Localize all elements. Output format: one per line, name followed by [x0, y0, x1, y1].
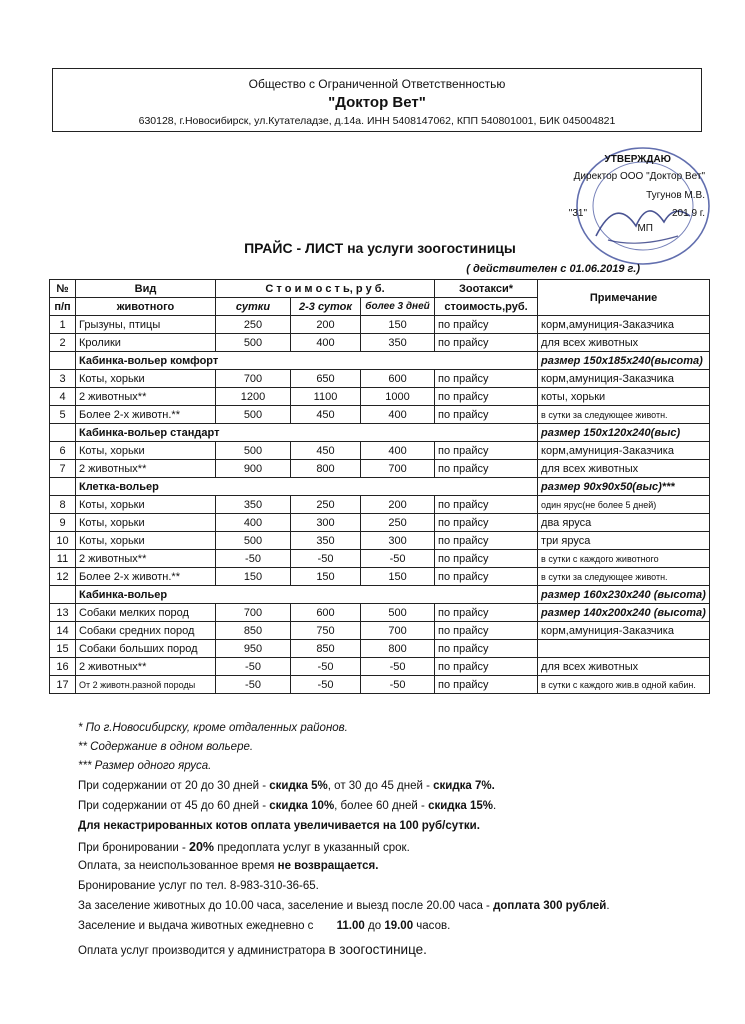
row-price-day: 950: [216, 640, 291, 658]
row-note: корм,амуниция-Заказчика: [538, 442, 710, 460]
header-kind-sub: животного: [76, 298, 216, 316]
row-note: корм,амуниция-Заказчика: [538, 370, 710, 388]
row-taxi-price: по прайсу: [435, 532, 538, 550]
header-num-sub: п/п: [50, 298, 76, 316]
hours-to: 19.00: [384, 920, 414, 932]
row-animal-kind: Собаки средних пород: [76, 622, 216, 640]
hours-text: Заселение и выдача животных ежедневно с: [78, 920, 314, 932]
row-price-2-3-days: 750: [291, 622, 361, 640]
row-price-day: 500: [216, 532, 291, 550]
uncastrated-cats-note: Для некастрированных котов оплата увеличивается на 100 руб/сутки.: [78, 820, 480, 832]
late-fee: доплата 300 рублей: [493, 900, 607, 912]
row-note: в сутки с каждого животного: [538, 550, 710, 568]
section-num-cell: [50, 586, 76, 604]
row-number: 17: [50, 676, 76, 694]
row-note: один ярус(не более 5 дней): [538, 496, 710, 514]
discount-1-text-mid: , от 30 до 45 дней -: [327, 780, 434, 792]
row-animal-kind: 2 животных**: [76, 460, 216, 478]
row-number: 1: [50, 316, 76, 334]
table-row: [50, 622, 710, 640]
row-taxi-price: по прайсу: [435, 658, 538, 676]
table-row: [50, 532, 710, 550]
row-price-2-3-days: 450: [291, 442, 361, 460]
row-note: корм,амуниция-Заказчика: [538, 316, 710, 334]
row-taxi-price: по прайсу: [435, 640, 538, 658]
row-price-day: 700: [216, 370, 291, 388]
row-taxi-price: по прайсу: [435, 370, 538, 388]
row-price-day: -50: [216, 676, 291, 694]
row-number: 8: [50, 496, 76, 514]
footnote-shared: ** Содержание в одном вольере.: [78, 741, 254, 753]
section-row: [50, 478, 710, 496]
row-price-2-3-days: 650: [291, 370, 361, 388]
row-animal-kind: От 2 животн.разной породы: [76, 676, 216, 694]
row-number: 14: [50, 622, 76, 640]
row-price-2-3-days: 1100: [291, 388, 361, 406]
row-number: 12: [50, 568, 76, 586]
table-row: [50, 406, 710, 424]
section-title: Кабинка-вольер стандарт: [76, 424, 538, 442]
row-taxi-price: по прайсу: [435, 496, 538, 514]
section-num-cell: [50, 424, 76, 442]
price-table: [49, 279, 710, 694]
discount-line-2: [78, 800, 496, 812]
row-note: корм,амуниция-Заказчика: [538, 622, 710, 640]
row-number: 7: [50, 460, 76, 478]
row-number: 11: [50, 550, 76, 568]
late-text: За заселение животных до 10.00 часа, заселение и выезд после 20.00 часа -: [78, 900, 494, 912]
row-animal-kind: Коты, хорьки: [76, 514, 216, 532]
row-number: 9: [50, 514, 76, 532]
section-size: размер 90х90х50(выс)***: [538, 478, 710, 496]
hours-to-word: до: [368, 920, 382, 932]
late-checkin-note: [78, 900, 610, 912]
row-price-2-3-days: 350: [291, 532, 361, 550]
row-animal-kind: Коты, хорьки: [76, 370, 216, 388]
row-note: коты, хорьки: [538, 388, 710, 406]
row-price-day: 400: [216, 514, 291, 532]
row-animal-kind: Более 2-х животн.**: [76, 406, 216, 424]
approval-director: Директор ООО "Доктор Вет": [573, 171, 705, 182]
row-number: 16: [50, 658, 76, 676]
row-taxi-price: по прайсу: [435, 316, 538, 334]
discount-2-text-mid: , более 60 дней -: [334, 800, 429, 812]
row-number: 4: [50, 388, 76, 406]
row-animal-kind: Коты, хорьки: [76, 532, 216, 550]
header-num: №: [50, 280, 76, 298]
row-number: 6: [50, 442, 76, 460]
company-header: [52, 68, 702, 132]
row-price-2-3-days: 150: [291, 568, 361, 586]
row-number: 3: [50, 370, 76, 388]
refund-bold: не возвращается.: [277, 860, 379, 872]
row-price-more-3-days: 300: [361, 532, 435, 550]
header-taxi-sub: стоимость,руб.: [435, 298, 538, 316]
section-size: размер 160х230х240 (высота): [538, 586, 710, 604]
row-animal-kind: 2 животных**: [76, 388, 216, 406]
hours-from: 11.00: [336, 920, 365, 932]
footnote-tier: *** Размер одного яруса.: [78, 760, 212, 772]
footnote-taxi: * По г.Новосибирску, кроме отдаленных районов.: [78, 722, 348, 734]
table-row: [50, 550, 710, 568]
section-title: Кабинка-вольер: [76, 586, 538, 604]
discount-2-text: При содержании от 45 до 60 дней -: [78, 800, 270, 812]
row-animal-kind: 2 животных**: [76, 658, 216, 676]
row-taxi-price: по прайсу: [435, 568, 538, 586]
booking-note: [78, 840, 410, 854]
section-row: [50, 586, 710, 604]
row-price-day: 1200: [216, 388, 291, 406]
row-note: для всех животных: [538, 658, 710, 676]
phone-note: Бронирование услуг по тел. 8-983-310-36-65.: [78, 880, 319, 892]
header-kind: Вид: [76, 280, 216, 298]
row-number: 13: [50, 604, 76, 622]
table-row: [50, 316, 710, 334]
row-price-day: -50: [216, 658, 291, 676]
row-price-more-3-days: 200: [361, 496, 435, 514]
discount-15: скидка 15%: [428, 800, 493, 812]
discount-10: скидка 10%: [269, 800, 335, 812]
approval-name: Тугунов М.В.: [646, 190, 705, 201]
row-price-2-3-days: 600: [291, 604, 361, 622]
row-price-more-3-days: 700: [361, 622, 435, 640]
row-taxi-price: по прайсу: [435, 550, 538, 568]
header-more-3: более 3 дней: [361, 298, 435, 316]
row-number: 5: [50, 406, 76, 424]
discount-line-1: [78, 780, 495, 792]
discount-5: скидка 5%: [269, 780, 328, 792]
section-size: размер 150х120х240(выс): [538, 424, 710, 442]
row-price-day: -50: [216, 550, 291, 568]
row-price-2-3-days: -50: [291, 676, 361, 694]
row-price-2-3-days: 300: [291, 514, 361, 532]
row-price-more-3-days: 400: [361, 442, 435, 460]
table-row: [50, 388, 710, 406]
row-price-2-3-days: 450: [291, 406, 361, 424]
row-taxi-price: по прайсу: [435, 460, 538, 478]
price-table-body: [50, 316, 710, 694]
row-price-more-3-days: 350: [361, 334, 435, 352]
price-table-header: [50, 280, 710, 316]
row-price-2-3-days: -50: [291, 550, 361, 568]
table-row: [50, 460, 710, 478]
row-price-more-3-days: 150: [361, 568, 435, 586]
row-price-2-3-days: -50: [291, 658, 361, 676]
row-price-day: 150: [216, 568, 291, 586]
table-row: [50, 640, 710, 658]
row-price-more-3-days: 1000: [361, 388, 435, 406]
table-row: [50, 568, 710, 586]
refund-text: Оплата, за неиспользованное время: [78, 860, 278, 872]
row-price-more-3-days: -50: [361, 550, 435, 568]
header-taxi: Зоотакси*: [435, 280, 538, 298]
hours-note: [78, 920, 450, 932]
section-size: размер 150х185х240(высота): [538, 352, 710, 370]
header-note: Примечание: [538, 280, 710, 316]
section-title: Кабинка-вольер комфорт: [76, 352, 538, 370]
row-price-more-3-days: 800: [361, 640, 435, 658]
validity-date: ( действителен с 01.06.2019 г.): [466, 263, 640, 275]
header-day: сутки: [216, 298, 291, 316]
row-price-day: 850: [216, 622, 291, 640]
row-animal-kind: Кролики: [76, 334, 216, 352]
section-title: Клетка-вольер: [76, 478, 538, 496]
row-price-day: 500: [216, 442, 291, 460]
row-number: 10: [50, 532, 76, 550]
row-number: 15: [50, 640, 76, 658]
row-taxi-price: по прайсу: [435, 514, 538, 532]
discount-7: скидка 7%.: [433, 780, 495, 792]
row-note: размер 140х200х240 (высота): [538, 604, 710, 622]
payment-place-hotel: в зоогостинице.: [328, 942, 427, 957]
row-price-more-3-days: 400: [361, 406, 435, 424]
refund-note: [78, 860, 378, 872]
row-price-2-3-days: 400: [291, 334, 361, 352]
section-num-cell: [50, 352, 76, 370]
hours-unit: часов.: [416, 920, 451, 932]
discount-1-text: При содержании от 20 до 30 дней -: [78, 780, 270, 792]
row-price-more-3-days: 500: [361, 604, 435, 622]
row-price-day: 250: [216, 316, 291, 334]
row-note: в сутки с каждого жив.в одной кабин.: [538, 676, 710, 694]
row-number: 2: [50, 334, 76, 352]
table-row: [50, 514, 710, 532]
booking-percent: 20%: [189, 840, 215, 854]
row-taxi-price: по прайсу: [435, 622, 538, 640]
header-days-2-3: 2-3 суток: [291, 298, 361, 316]
table-row: [50, 676, 710, 694]
table-row: [50, 370, 710, 388]
header-cost: С т о и м о с т ь, р у б.: [216, 280, 435, 298]
row-taxi-price: по прайсу: [435, 334, 538, 352]
row-animal-kind: Грызуны, птицы: [76, 316, 216, 334]
row-price-2-3-days: 850: [291, 640, 361, 658]
company-details: 630128, г.Новосибирск, ул.Кутателадзе, д.14а. ИНН 5408147062, КПП 540801001, БИК 045004821: [138, 115, 616, 127]
table-row: [50, 442, 710, 460]
row-animal-kind: Собаки мелких пород: [76, 604, 216, 622]
row-price-more-3-days: 600: [361, 370, 435, 388]
discount-2-end: .: [492, 800, 497, 812]
row-price-2-3-days: 250: [291, 496, 361, 514]
table-row: [50, 334, 710, 352]
row-price-day: 500: [216, 406, 291, 424]
row-price-day: 350: [216, 496, 291, 514]
section-row: [50, 424, 710, 442]
approval-year: 201 9 г.: [671, 208, 705, 219]
row-price-day: 700: [216, 604, 291, 622]
row-note: [538, 640, 710, 658]
row-taxi-price: по прайсу: [435, 604, 538, 622]
row-price-2-3-days: 200: [291, 316, 361, 334]
row-note: для всех животных: [538, 460, 710, 478]
row-animal-kind: Коты, хорьки: [76, 496, 216, 514]
row-note: два яруса: [538, 514, 710, 532]
row-price-day: 900: [216, 460, 291, 478]
document-title: ПРАЙС - ЛИСТ на услуги зоогостиницы: [244, 240, 516, 256]
table-row: [50, 658, 710, 676]
row-price-more-3-days: 150: [361, 316, 435, 334]
row-taxi-price: по прайсу: [435, 406, 538, 424]
row-note: для всех животных: [538, 334, 710, 352]
row-taxi-price: по прайсу: [435, 676, 538, 694]
approval-mp: МП: [637, 223, 653, 234]
payment-place-note: [78, 942, 427, 957]
row-note: в сутки за следующее животн.: [538, 568, 710, 586]
row-taxi-price: по прайсу: [435, 442, 538, 460]
row-price-more-3-days: 700: [361, 460, 435, 478]
company-name: "Доктор Вет": [328, 94, 426, 111]
booking-text: При бронировании -: [78, 842, 190, 854]
row-note: в сутки за следующее животн.: [538, 406, 710, 424]
row-animal-kind: Более 2-х животн.**: [76, 568, 216, 586]
late-end: .: [606, 900, 610, 912]
approval-date-day: "31": [568, 208, 587, 219]
row-price-more-3-days: -50: [361, 658, 435, 676]
row-taxi-price: по прайсу: [435, 388, 538, 406]
payment-place-text: Оплата услуг производится у администратора: [78, 945, 329, 957]
row-price-day: 500: [216, 334, 291, 352]
company-legal-form: Общество с Ограниченной Ответственностью: [248, 77, 506, 91]
section-num-cell: [50, 478, 76, 496]
table-row: [50, 604, 710, 622]
table-row: [50, 496, 710, 514]
row-price-more-3-days: -50: [361, 676, 435, 694]
row-animal-kind: Собаки больших пород: [76, 640, 216, 658]
section-row: [50, 352, 710, 370]
booking-text-end: предоплата услуг в указанный срок.: [214, 842, 410, 854]
row-price-more-3-days: 250: [361, 514, 435, 532]
approval-title: УТВЕРЖДАЮ: [604, 154, 671, 165]
row-animal-kind: 2 животных**: [76, 550, 216, 568]
row-note: три яруса: [538, 532, 710, 550]
row-animal-kind: Коты, хорьки: [76, 442, 216, 460]
row-price-2-3-days: 800: [291, 460, 361, 478]
